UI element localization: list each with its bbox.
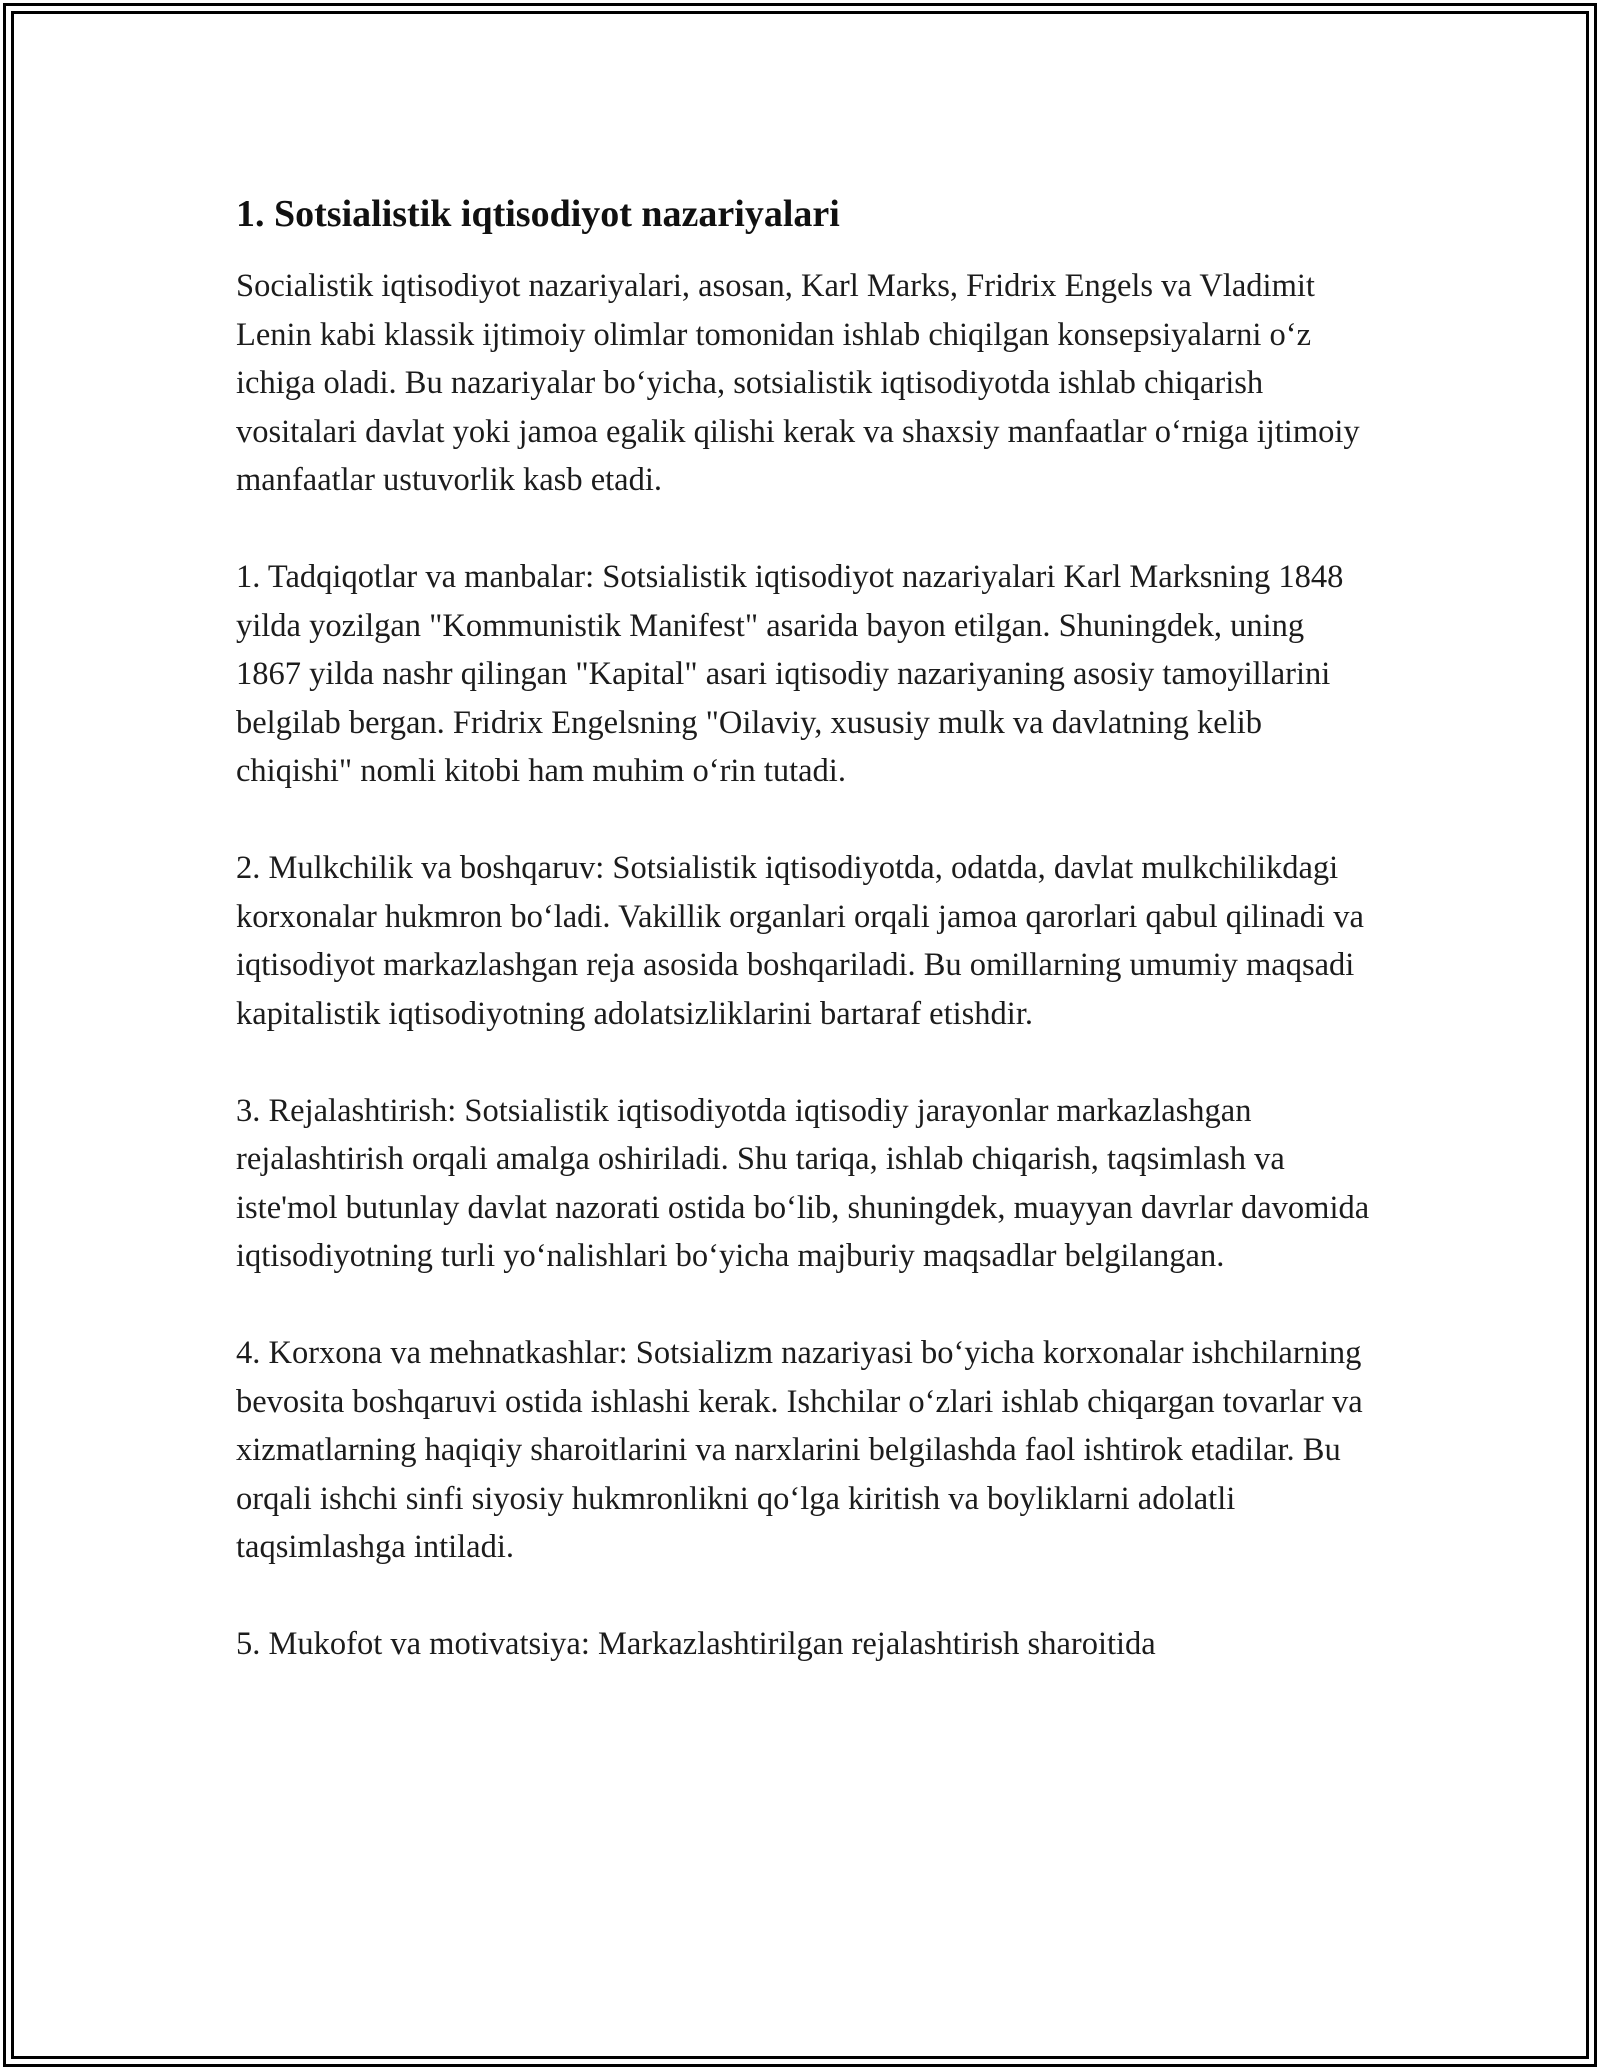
paragraph-planning: 3. Rejalashtirish: Sotsialistik iqtisodiyotda iqtisodiy jarayonlar markazlashgan rejalashtirish orqali amalga oshiriladi. Shu tariqa, ishlab chiqarish, taqsimlash va iste'mol butunlay davlat nazorati ostida boʻlib, shuningdek, muayyan davrlar davomida iqtisodiyotning turli yoʻnalishlari boʻyicha majburiy maqsadlar belgilangan. bbox=[236, 1092, 1370, 1274]
paragraph-reward-motivation: 5. Mukofot va motivatsiya: Markazlashtirilgan rejalashtirish sharoitida bbox=[236, 1626, 1156, 1662]
paragraph-ownership-management: 2. Mulkchilik va boshqaruv: Sotsialistik iqtisodiyotda, odatda, davlat mulkchilikdagi korxonalar hukmron boʻladi. Vakillik organlari orqali jamoa qarorlari qabul qilinadi va iqtisodiyot markazlashgan reja asosida boshqariladi. Bu omillarning umumiy maqsadi kapitalistik iqtisodiyotning adolatsizliklarini bartaraf etishdir. bbox=[236, 850, 1364, 1032]
paragraph-enterprise-workers: 4. Korxona va mehnatkashlar: Sotsializm nazariyasi boʻyicha korxonalar ishchilarning bevosita boshqaruvi ostida ishlashi kerak. Ishchilar oʻzlari ishlab chiqargan tovarlar va xizmatlarning haqiqiy sharoitlarini va narxlarini belgilashda faol ishtirok etadilar. Bu orqali ishchi sinfi siyosiy hukmronlikni qoʻlga kiritish va boyliklarni adolatli taqsimlashga intiladi. bbox=[236, 1335, 1363, 1565]
intro-paragraph: Socialistik iqtisodiyot nazariyalari, asosan, Karl Marks, Fridrix Engels va Vladimit Lenin kabi klassik ijtimoiy olimlar tomonidan ishlab chiqilgan konsepsiyalarni oʻz ichiga oladi. Bu nazariyalar boʻyicha, sotsialistik iqtisodiyotda ishlab chiqarish vositalari davlat yoki jamoa egalik qilishi kerak va shaxsiy manfaatlar oʻrniga ijtimoiy manfaatlar ustuvorlik kasb etadi. bbox=[236, 268, 1360, 498]
document-body bbox=[236, 188, 1376, 1717]
section-heading: 1. Sotsialistik iqtisodiyot nazariyalari bbox=[236, 193, 840, 235]
paragraph-research-sources: 1. Tadqiqotlar va manbalar: Sotsialistik iqtisodiyot nazariyalari Karl Marksning 1848 yilda yozilgan "Kommunistik Manifest" asarida bayon etilgan. Shuningdek, uning 1867 yilda nashr qilingan "Kapital" asari iqtisodiy nazariyaning asosiy tamoyillarini belgilab bergan. Fridrix Engelsning "Oilaviy, xususiy mulk va davlatning kelib chiqishi" nomli kitobi ham muhim oʻrin tutadi. bbox=[236, 559, 1344, 789]
